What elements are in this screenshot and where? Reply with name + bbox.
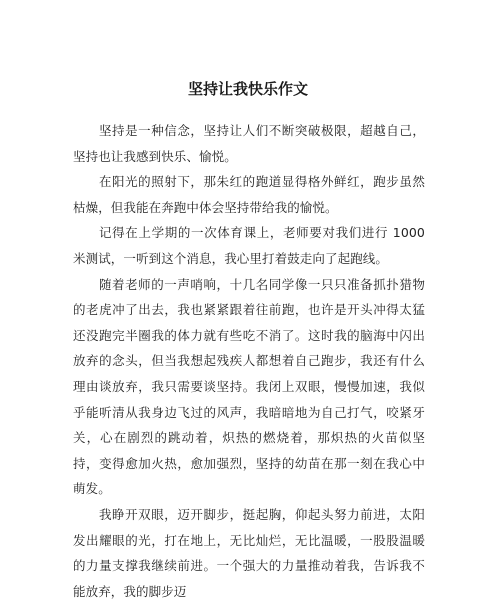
article-title: 坚持让我快乐作文: [187, 80, 308, 98]
paragraph-4: 随着老师的一声哨响，十几名同学像一只只准备抓扑猎物的老虎冲了出去，我也紧紧跟着往前跑，也许是开头冲得太猛还没跑完半圈我的体力就有些吃不消了。这时我的脑海中闪出放弃的念头，但当我想起残疾人都想着自己跑步，我还有什么理由谈放弃，我只需要谈坚持。我闭上双眼，慢慢加速，我似乎能听清从我身边飞过的风声，我暗暗地为自己打气，咬紧牙关，心在剧烈的跳动着，炽热的燃烧着，那炽热的火苗似坚持，变得愈加火热，愈加强烈，坚持的幼苗在那一刻在我心中萌发。: [73, 276, 425, 497]
paragraph-3: 记得在上学期的一次体育课上，老师要对我们进行 1000 米测试，一听到这个消息，我心里打着鼓走向了起跑线。: [73, 225, 425, 266]
paragraph-5: 我睁开双眼，迈开脚步，挺起胸，仰起头努力前进，太阳发出耀眼的光，打在地上，无比灿烂，无比温暖，一股股温暖的力量支撑我继续前进。一个强大的力量推动着我，告诉我不能放弃，我的脚步迈: [73, 506, 425, 599]
article-body: [73, 118, 425, 604]
paragraph-2: 在阳光的照射下，那朱红的跑道显得格外鲜红，跑步虽然枯燥，但我能在奔跑中体会坚持带给我的愉悦。: [73, 174, 425, 215]
paragraph-1: 坚持是一种信念，坚持让人们不断突破极限，超越自己，坚持也让我感到快乐、愉悦。: [73, 123, 425, 164]
